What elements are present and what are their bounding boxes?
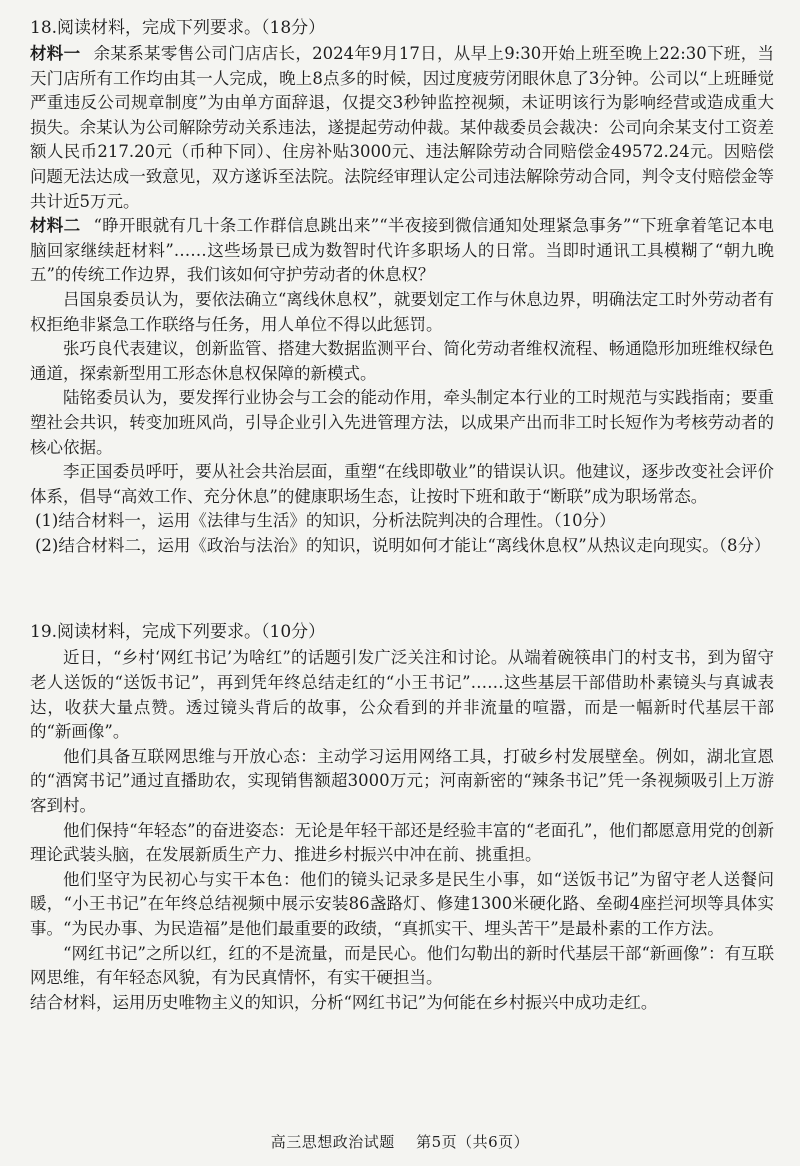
q19-paragraph-5: “网红书记”之所以红，红的不是流量，而是民心。他们勾勒出的新时代基层干部“新画像”：有互联网思维，有年轻态风貌，有为民真情怀，有实干硬担当。 (30, 943, 774, 988)
footer-exam-title: 高三思想政治试题 (270, 1133, 395, 1151)
material-1-label: 材料一 (30, 44, 81, 63)
sub-question-1: (1)结合材料一，运用《法律与生活》的知识，分析法院判决的合理性。（10分） (34, 511, 616, 531)
paragraph-zhang: 张巧良代表建议，创新监管、搭建大数据监测平台、简化劳动者维权流程、畅通隐形加班维权绿色通道，探索新型用工形态休息权保障的新模式。 (30, 339, 774, 383)
material-2 (30, 214, 774, 288)
question-19-header: 19.阅读材料，完成下列要求。（10分） (30, 622, 326, 643)
material-1 (30, 42, 774, 214)
q19-paragraph-4: 他们坚守为民初心与实干本色：他们的镜头记录多是民生小事，如“送饭书记”为留守老人送餐问暖，“小王书记”在年终总结视频中展示安装86盏路灯、修建1300米硬化路、垒砌4座拦河坝等具体实事。“为民办事、为民造福”是他们最重要的政绩，“真抓实干、埋头苦干”是最朴素的工作方法。 (30, 869, 774, 938)
question-19 (30, 618, 774, 1015)
page-footer (0, 1131, 800, 1152)
paragraph-li: 李正国委员呼吁，要从社会共治层面，重塑“在线即敬业”的错误认识。他建议，逐步改变社会评价体系，倡导“高效工作、充分休息”的健康职场生态，让按时下班和敢于“断联”成为职场常态。 (30, 462, 774, 506)
paragraph-lu: 陆铭委员认为，要发挥行业协会与工会的能动作用，牵头制定本行业的工时规范与实践指南；要重塑社会共识，转变加班风尚，引导企业引入先进管理方法，以成果产出而非工时长短作为考核劳动者的核心依据。 (30, 388, 774, 457)
material-2-text: “睁开眼就有几十条工作群信息跳出来”“半夜接到微信通知处理紧急事务”“下班拿着笔记本电脑回家继续赶材料”……这些场景已成为数智时代许多职场人的日常。当即时通讯工具模糊了“朝九晚五”的传统工作边界，我们该如何守护劳动者的休息权？ (30, 216, 775, 285)
q19-paragraph-1: 近日，“乡村‘网红书记’为啥红”的话题引发广泛关注和讨论。从端着碗筷串门的村支书，到为留守老人送饭的“送饭书记”，再到凭年终总结走红的“小王书记”……这些基层干部借助朴素镜头与真诚表达，收获大量点赞。透过镜头背后的故事，公众看到的并非流量的喧嚣，而是一幅新时代基层干部的“新画像”。 (30, 648, 774, 742)
question-18-header: 18.阅读材料，完成下列要求。（18分） (30, 18, 326, 38)
footer-page-number: 第5页（共6页） (416, 1133, 530, 1151)
question-18 (30, 14, 774, 558)
q19-paragraph-2: 他们具备互联网思维与开放心态：主动学习运用网络工具，打破乡村发展壁垒。例如，湖北宣恩的“酒窝书记”通过直播助农，实现销售额超3000万元；河南新密的“辣条书记”凭一条视频吸引上万游客到村。 (30, 746, 774, 816)
material-2-label: 材料二 (30, 216, 81, 236)
q19-task: 结合材料，运用历史唯物主义的知识，分析“网红书记”为何能在乡村振兴中成功走红。 (30, 992, 658, 1012)
material-1-text: 余某系某零售公司门店店长，2024年9月17日，从早上9:30开始上班至晚上22:30下班，当天门店所有工作均由其一人完成，晚上8点多的时候，因过度疲劳闭眼休息了3分钟。公司以“上班睡觉严重违反公司规章制度”为由单方面辞退，仅提交3秒钟监控视频，未证明该行为影响经营或造成重大损失。余某认为公司解除劳动关系违法，遂提起劳动仲裁。某仲裁委员会裁决：公司向余某支付工资差额人民币217.20元（币种下同）、住房补贴3000元、违法解除劳动合同赔偿金49572.24元。因赔偿问题无法达成一致意见，双方遂诉至法院。法院经审理认定公司违法解除劳动合同，判令支付赔偿金等共计近5万元。 (30, 44, 775, 211)
sub-question-2: (2)结合材料二，运用《政治与法治》的知识，说明如何才能让“离线休息权”从热议走向现实。（8分） (34, 535, 771, 555)
q19-paragraph-3: 他们保持“年轻态”的奋进姿态：无论是年轻干部还是经验丰富的“老面孔”，他们都愿意用党的创新理论武装头脑，在发展新质生产力、推进乡村振兴中冲在前、挑重担。 (30, 820, 774, 865)
paragraph-lv: 吕国泉委员认为，要依法确立“离线休息权”，就要划定工作与休息边界，明确法定工时外劳动者有权拒绝非紧急工作联络与任务，用人单位不得以此惩罚。 (30, 289, 774, 334)
